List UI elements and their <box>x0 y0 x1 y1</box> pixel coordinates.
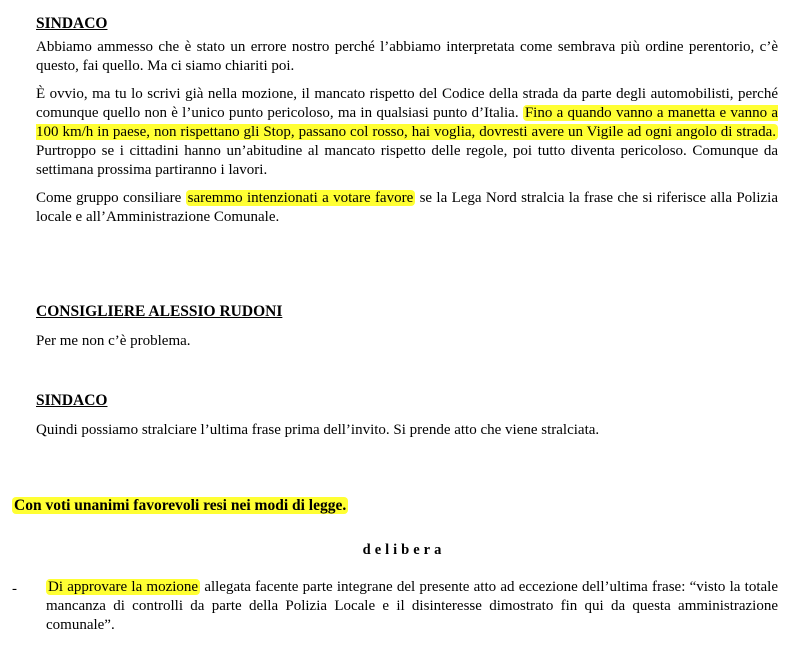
speaker-section-2 <box>36 302 778 351</box>
resolution-item <box>46 578 778 635</box>
paragraph <box>36 85 778 180</box>
paragraph-text: È ovvio, ma tu lo scrivi già nella mozione, il mancato rispetto del Codice della strada da parte degli automobilisti, perché comunque quello non è l’unico punto pericoloso, ma in qualsiasi punto d’Italia. <box>36 86 778 121</box>
paragraph-text: se la Lega Nord stralcia la frase che si riferisce alla Polizia locale e all’Amministrazione Comunale. <box>36 190 778 225</box>
paragraph-text: allegata facente parte integrane del presente atto ad eccezione dell’ultima frase: “visto la totale mancanza di controlli da parte della Polizia Locale e il disinteresse dimostrato fin qui da questa amministrazione comunale”. <box>46 579 778 633</box>
speaker-section-3 <box>36 391 778 440</box>
vote-statement <box>12 496 348 515</box>
highlighted-text: saremmo intenzionati a votare favore <box>187 190 414 206</box>
speaker-name: SINDACO <box>36 15 108 32</box>
paragraph: Abbiamo ammesso che è stato un errore nostro perché l’abbiamo interpretata come sembrava più ordine perentorio, c’è questo, fai quello. Ma ci siamo chiariti poi. <box>36 39 778 74</box>
highlighted-text: Con voti unanimi favorevoli resi nei modi di legge. <box>14 497 347 514</box>
paragraph: Per me non c’è problema. <box>36 333 191 349</box>
highlighted-text: Di approvare la mozione <box>48 579 199 595</box>
speaker-name: CONSIGLIERE ALESSIO RUDONI <box>36 303 283 320</box>
paragraph-text: Come gruppo consiliare <box>36 190 182 206</box>
delibera-heading: delibera <box>362 542 446 558</box>
paragraph-text: Purtroppo se i cittadini hanno un’abitudine al mancato rispetto delle regole, poi tutto diventa pericoloso. Comunque da settimana prossima partiranno i lavori. <box>36 143 778 178</box>
highlighted-text: Fino a quando vanno a manetta e vanno a 100 km/h in paese, non rispettano gli Stop, passano col rosso, hai voglia, dovresti avere un Vigile ad ogni angolo di strada. <box>36 105 779 140</box>
paragraph: Quindi possiamo stralciare l’ultima frase prima dell’invito. Si prende atto che viene stralciata. <box>36 422 600 438</box>
paragraph <box>36 189 778 227</box>
speaker-name: SINDACO <box>36 392 108 409</box>
speaker-section-1 <box>36 14 778 227</box>
list-bullet: - <box>12 581 17 597</box>
